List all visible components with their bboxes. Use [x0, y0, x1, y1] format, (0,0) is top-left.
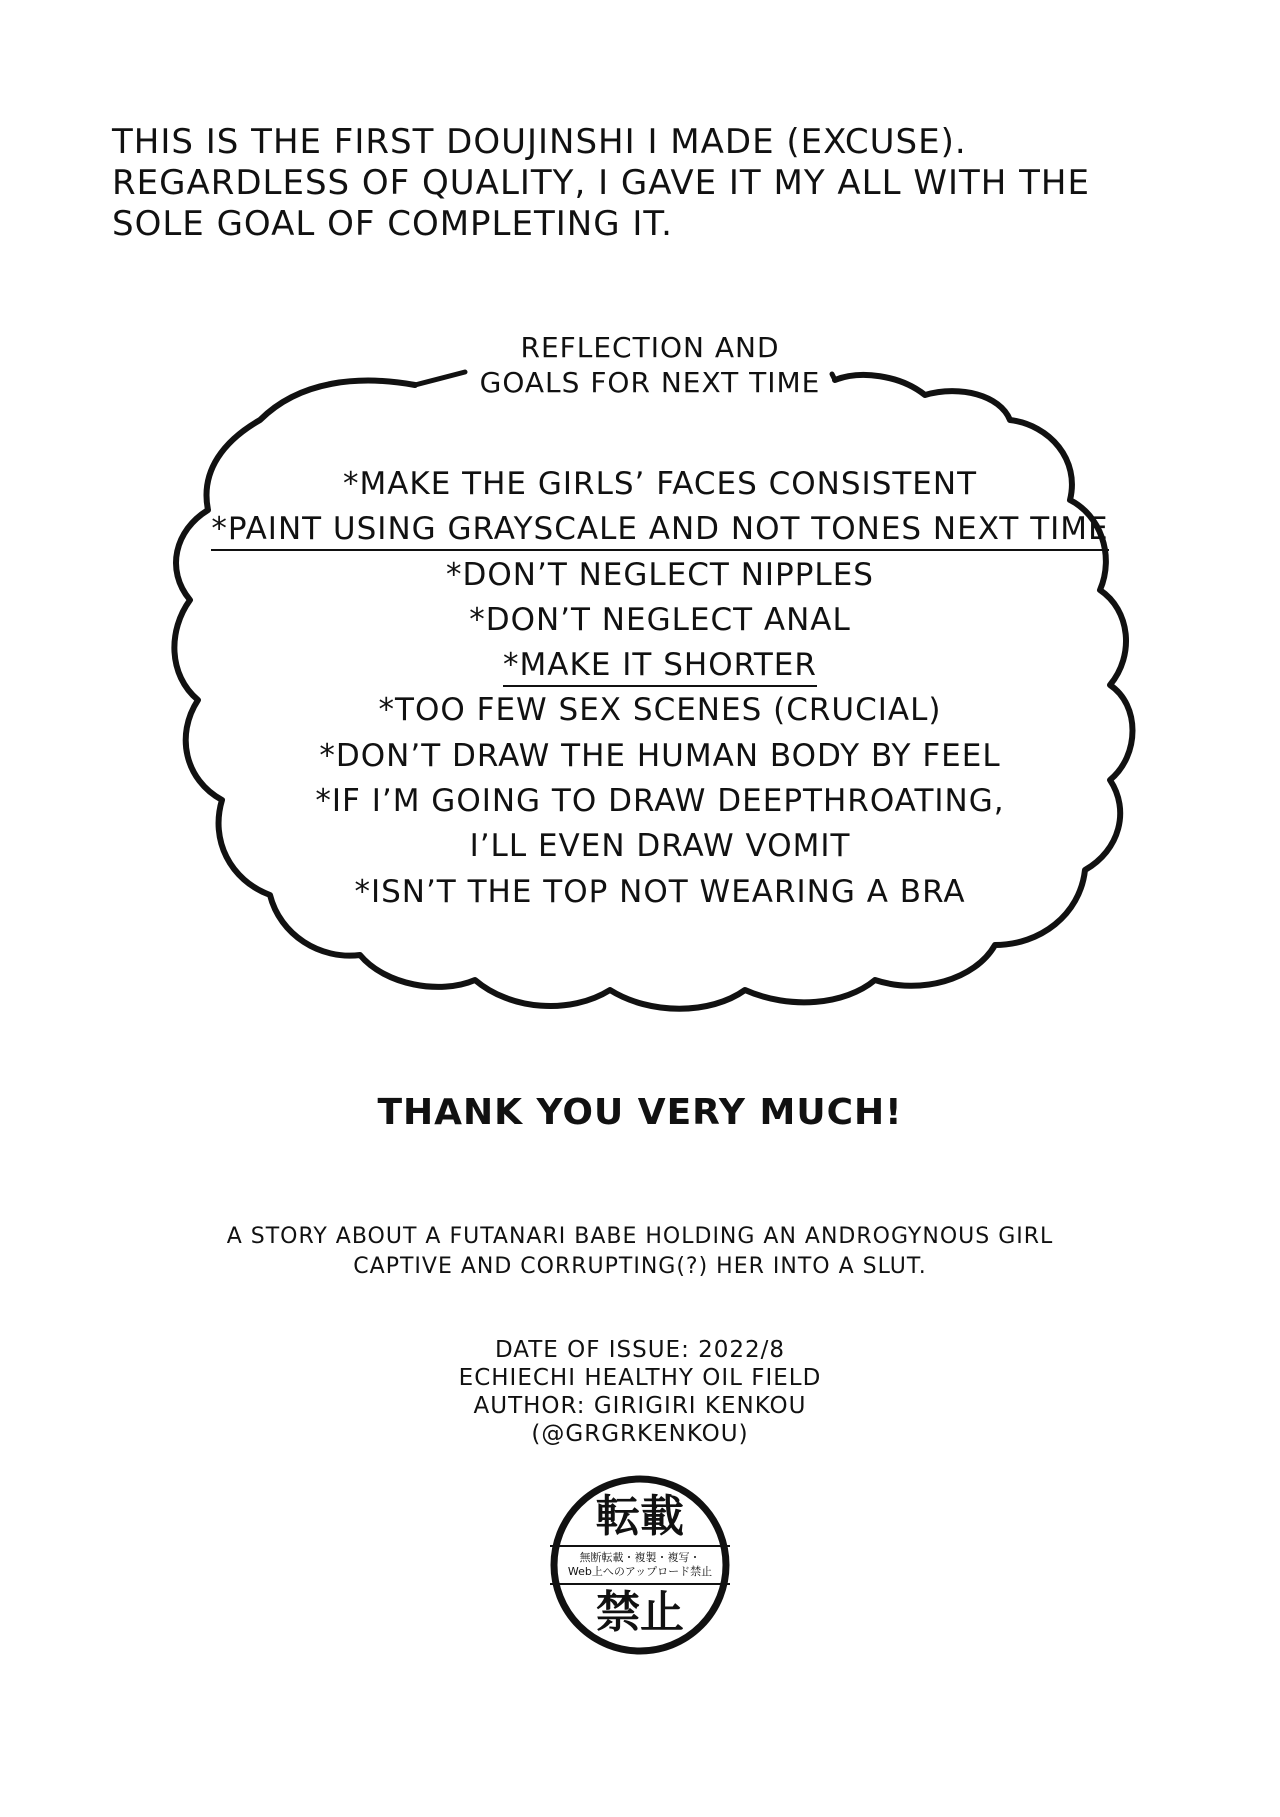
no-repost-stamp	[550, 1475, 730, 1655]
colophon-line: AUTHOR: GIRIGIRI KENKOU	[473, 1393, 807, 1419]
story-summary	[130, 1222, 1150, 1282]
goal-item: I’LL EVEN DRAW VOMIT	[469, 828, 851, 865]
goal-item-underlined: *PAINT USING GRAYSCALE AND NOT TONES NEXT TIME	[210, 507, 1110, 552]
cloud-title	[420, 330, 880, 400]
goal-item: *TOO FEW SEX SCENES (CRUCIAL)	[378, 692, 942, 729]
goal-item: *DON’T DRAW THE HUMAN BODY BY FEEL	[319, 737, 1001, 774]
colophon-line: ECHIECHI HEALTHY OIL FIELD	[458, 1365, 822, 1391]
story-line: CAPTIVE AND CORRUPTING(?) HER INTO A SLUT.	[353, 1254, 927, 1279]
story-line: A STORY ABOUT A FUTANARI BABE HOLDING AN ANDROGYNOUS GIRL	[226, 1224, 1054, 1249]
stamp-top-text: 転載	[596, 1491, 684, 1542]
colophon-line: DATE OF ISSUE: 2022/8	[494, 1337, 786, 1363]
thank-you-heading: THANK YOU VERY MUCH!	[377, 1092, 903, 1133]
goal-item: *ISN’T THE TOP NOT WEARING A BRA	[354, 873, 966, 910]
stamp-text	[550, 1475, 730, 1655]
stamp-small-line: Web上へのアップロード禁止	[567, 1565, 713, 1578]
goal-item-underlined: *MAKE IT SHORTER	[210, 643, 1110, 688]
cloud-title-line: REFLECTION AND	[520, 331, 780, 364]
intro-line: THIS IS THE FIRST DOUJINSHI I MADE (EXCUSE).	[112, 122, 967, 162]
stamp-small-line: 無断転載・複製・複写・	[579, 1551, 701, 1564]
goal-item: *DON’T NEGLECT ANAL	[469, 601, 851, 638]
colophon-line: (@GRGRKENKOU)	[531, 1421, 749, 1447]
colophon	[390, 1336, 890, 1448]
stamp-band	[550, 1545, 730, 1585]
goal-item: *MAKE THE GIRLS’ FACES CONSISTENT	[342, 466, 978, 502]
stamp-bottom-text: 禁止	[596, 1587, 684, 1638]
cloud-title-line: GOALS FOR NEXT TIME	[479, 366, 821, 399]
intro-line: REGARDLESS OF QUALITY, I GAVE IT MY ALL WITH THE	[112, 163, 1090, 203]
goals-list	[210, 462, 1110, 915]
intro-line: SOLE GOAL OF COMPLETING IT.	[112, 204, 673, 244]
goal-item: *DON’T NEGLECT NIPPLES	[446, 556, 874, 593]
goal-item: *IF I’M GOING TO DRAW DEEPTHROATING,	[315, 783, 1005, 820]
